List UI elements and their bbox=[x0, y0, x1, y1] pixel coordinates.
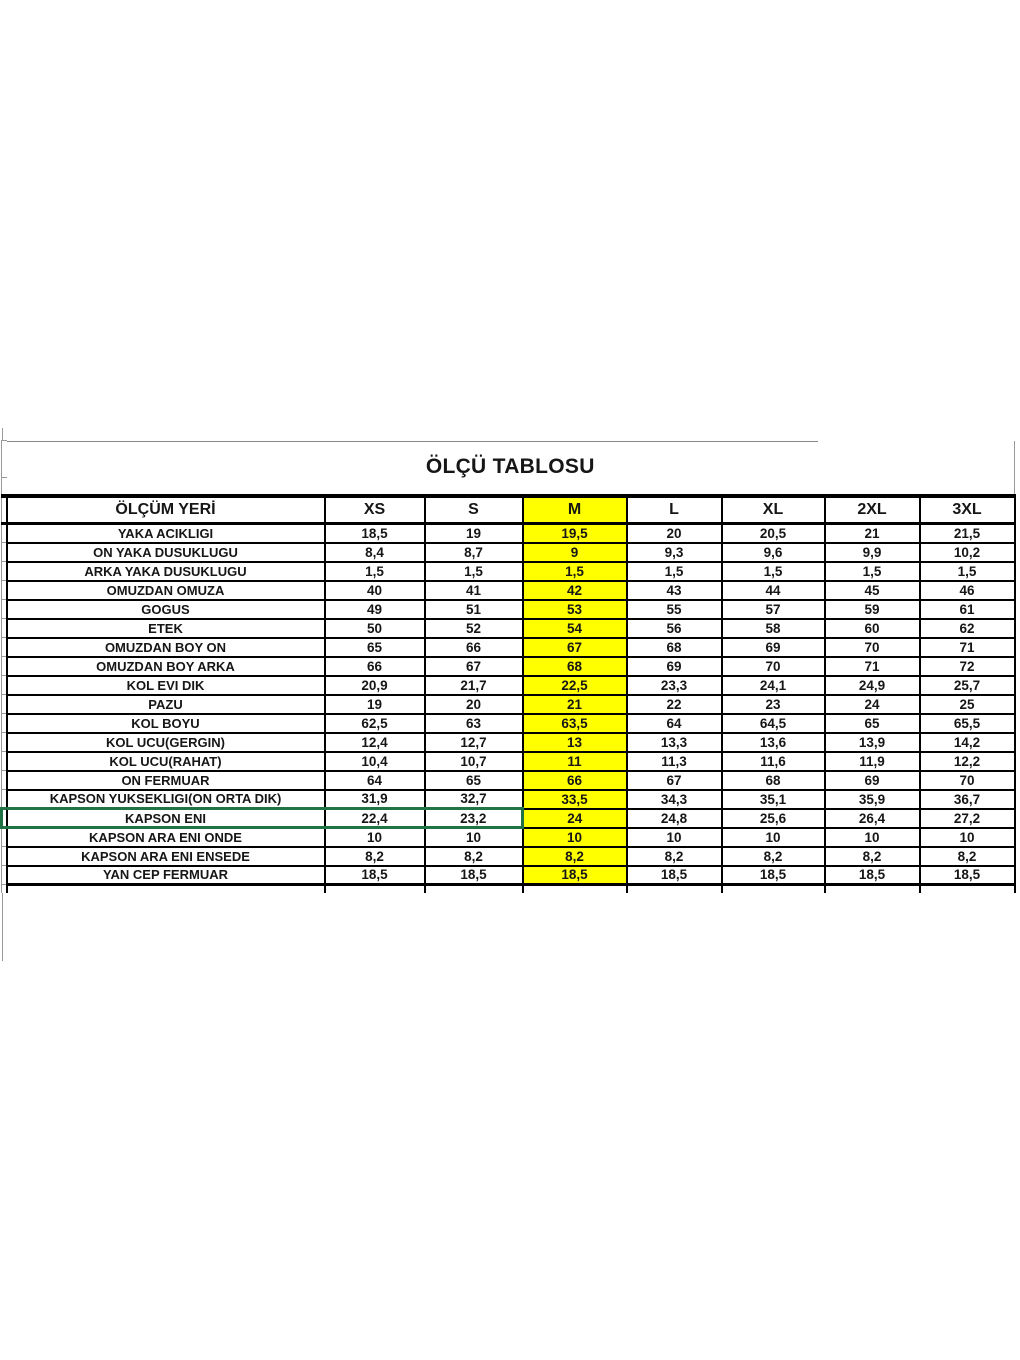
cell[interactable]: 1,5 bbox=[523, 562, 627, 581]
cell[interactable]: 22,5 bbox=[523, 676, 627, 695]
cell[interactable]: 1,5 bbox=[825, 562, 920, 581]
cell[interactable]: 66 bbox=[523, 771, 627, 790]
cell[interactable]: 27,2 bbox=[920, 809, 1015, 828]
cell[interactable]: 10 bbox=[425, 828, 523, 847]
cell[interactable]: 46 bbox=[920, 581, 1015, 600]
row-label[interactable]: PAZU bbox=[7, 695, 325, 714]
column-header-s[interactable]: S bbox=[425, 496, 523, 524]
cell[interactable]: 33,5 bbox=[523, 790, 627, 809]
cell[interactable]: 66 bbox=[325, 657, 425, 676]
cell[interactable]: 19 bbox=[425, 524, 523, 543]
gridline-stub bbox=[722, 885, 825, 893]
cell[interactable]: 35,1 bbox=[722, 790, 825, 809]
cell[interactable]: 41 bbox=[425, 581, 523, 600]
cell[interactable]: 59 bbox=[825, 600, 920, 619]
cell[interactable]: 68 bbox=[523, 657, 627, 676]
cell[interactable]: 13 bbox=[523, 733, 627, 752]
column-header-xl[interactable]: XL bbox=[722, 496, 825, 524]
cell[interactable]: 8,2 bbox=[627, 847, 722, 866]
cell[interactable]: 10 bbox=[825, 828, 920, 847]
cell[interactable]: 10 bbox=[722, 828, 825, 847]
cell[interactable]: 9,3 bbox=[627, 543, 722, 562]
cell[interactable]: 51 bbox=[425, 600, 523, 619]
spreadsheet-view bbox=[0, 440, 1016, 893]
cell[interactable]: 11,6 bbox=[722, 752, 825, 771]
size-table bbox=[0, 440, 1016, 893]
cell[interactable]: 36,7 bbox=[920, 790, 1015, 809]
row-label[interactable]: KOL UCU(RAHAT) bbox=[7, 752, 325, 771]
cell[interactable]: 18,5 bbox=[627, 866, 722, 885]
table-row bbox=[2, 809, 1015, 828]
row-label[interactable]: ARKA YAKA DUSUKLUGU bbox=[7, 562, 325, 581]
cell[interactable]: 65 bbox=[325, 638, 425, 657]
sheet-title: ÖLÇÜ TABLOSU bbox=[7, 441, 1015, 496]
cell[interactable]: 69 bbox=[722, 638, 825, 657]
grid-stub-row bbox=[2, 885, 1015, 893]
cell[interactable]: 18,5 bbox=[722, 866, 825, 885]
cell[interactable]: 60 bbox=[825, 619, 920, 638]
cell[interactable]: 62 bbox=[920, 619, 1015, 638]
table-row bbox=[2, 866, 1015, 885]
cell[interactable]: 10,4 bbox=[325, 752, 425, 771]
cell[interactable]: 53 bbox=[523, 600, 627, 619]
cell[interactable]: 12,7 bbox=[425, 733, 523, 752]
cell[interactable]: 18,5 bbox=[425, 866, 523, 885]
cell[interactable]: 18,5 bbox=[325, 866, 425, 885]
cell[interactable]: 24,8 bbox=[627, 809, 722, 828]
cell[interactable]: 10 bbox=[627, 828, 722, 847]
cell[interactable]: 14,2 bbox=[920, 733, 1015, 752]
header-row bbox=[2, 496, 1015, 524]
cell[interactable]: 8,7 bbox=[425, 543, 523, 562]
row-label[interactable]: OMUZDAN OMUZA bbox=[7, 581, 325, 600]
table-row bbox=[2, 581, 1015, 600]
column-header-m[interactable]: M bbox=[523, 496, 627, 524]
column-header-3xl[interactable]: 3XL bbox=[920, 496, 1015, 524]
gutter-cell bbox=[2, 478, 7, 496]
cell[interactable]: 8,2 bbox=[825, 847, 920, 866]
row-label[interactable]: YAKA ACIKLIGI bbox=[7, 524, 325, 543]
cell[interactable]: 12,4 bbox=[325, 733, 425, 752]
cell[interactable]: 63 bbox=[425, 714, 523, 733]
cell[interactable]: 9 bbox=[523, 543, 627, 562]
cell[interactable]: 9,9 bbox=[825, 543, 920, 562]
table-row bbox=[2, 790, 1015, 809]
cell[interactable]: 42 bbox=[523, 581, 627, 600]
row-label[interactable]: KAPSON ARA ENI ONDE bbox=[7, 828, 325, 847]
row-label[interactable]: OMUZDAN BOY ARKA bbox=[7, 657, 325, 676]
gridline-stub bbox=[7, 885, 325, 893]
cell[interactable]: 67 bbox=[523, 638, 627, 657]
cell[interactable]: 8,2 bbox=[722, 847, 825, 866]
cell[interactable]: 71 bbox=[920, 638, 1015, 657]
table-row bbox=[2, 619, 1015, 638]
row-label[interactable]: ETEK bbox=[7, 619, 325, 638]
cell[interactable]: 11 bbox=[523, 752, 627, 771]
cell[interactable]: 22 bbox=[627, 695, 722, 714]
table-row bbox=[2, 543, 1015, 562]
table-row bbox=[2, 600, 1015, 619]
cell[interactable]: 65,5 bbox=[920, 714, 1015, 733]
table-row bbox=[2, 771, 1015, 790]
row-label[interactable]: KAPSON ARA ENI ENSEDE bbox=[7, 847, 325, 866]
cell[interactable]: 1,5 bbox=[722, 562, 825, 581]
cell[interactable]: 69 bbox=[627, 657, 722, 676]
cell[interactable]: 52 bbox=[425, 619, 523, 638]
cell[interactable]: 67 bbox=[627, 771, 722, 790]
column-header-xs[interactable]: XS bbox=[325, 496, 425, 524]
cell[interactable]: 61 bbox=[920, 600, 1015, 619]
cell[interactable]: 8,2 bbox=[425, 847, 523, 866]
cell[interactable]: 24,1 bbox=[722, 676, 825, 695]
table-row bbox=[2, 657, 1015, 676]
column-header-olcum-yeri[interactable]: ÖLÇÜM YERİ bbox=[7, 496, 325, 524]
cell[interactable]: 11,9 bbox=[825, 752, 920, 771]
cell[interactable]: 23 bbox=[722, 695, 825, 714]
table-row bbox=[2, 562, 1015, 581]
table-row bbox=[2, 638, 1015, 657]
table-row bbox=[2, 714, 1015, 733]
cell[interactable]: 21,5 bbox=[920, 524, 1015, 543]
cell[interactable]: 18,5 bbox=[825, 866, 920, 885]
cell[interactable]: 21 bbox=[825, 524, 920, 543]
gridline-stub bbox=[325, 885, 425, 893]
cell[interactable]: 64,5 bbox=[722, 714, 825, 733]
cell[interactable]: 50 bbox=[325, 619, 425, 638]
cell[interactable]: 21,7 bbox=[425, 676, 523, 695]
cell[interactable]: 13,9 bbox=[825, 733, 920, 752]
gridline-stub bbox=[825, 885, 920, 893]
cell[interactable]: 21 bbox=[523, 695, 627, 714]
row-label[interactable]: KOL EVI DIK bbox=[7, 676, 325, 695]
cell[interactable]: 69 bbox=[825, 771, 920, 790]
column-header-l[interactable]: L bbox=[627, 496, 722, 524]
cell[interactable]: 12,2 bbox=[920, 752, 1015, 771]
table-row bbox=[2, 828, 1015, 847]
cell[interactable]: 26,4 bbox=[825, 809, 920, 828]
cell[interactable]: 20,5 bbox=[722, 524, 825, 543]
gridline-stub bbox=[627, 885, 722, 893]
cell[interactable]: 44 bbox=[722, 581, 825, 600]
cell[interactable]: 8,2 bbox=[523, 847, 627, 866]
cell[interactable]: 10,7 bbox=[425, 752, 523, 771]
gridline-stub bbox=[523, 885, 627, 893]
cell[interactable]: 19 bbox=[325, 695, 425, 714]
cell[interactable]: 56 bbox=[627, 619, 722, 638]
row-label[interactable]: KAPSON YUKSEKLIGI(ON ORTA DIK) bbox=[7, 790, 325, 809]
cell[interactable]: 25,7 bbox=[920, 676, 1015, 695]
cell[interactable]: 13,3 bbox=[627, 733, 722, 752]
cell[interactable]: 24 bbox=[825, 695, 920, 714]
title-row bbox=[2, 441, 1015, 478]
cell[interactable]: 65 bbox=[425, 771, 523, 790]
table-row bbox=[2, 676, 1015, 695]
cell[interactable]: 10 bbox=[325, 828, 425, 847]
cell[interactable]: 1,5 bbox=[425, 562, 523, 581]
cell[interactable]: 23,2 bbox=[425, 809, 523, 828]
cell[interactable]: 45 bbox=[825, 581, 920, 600]
cell[interactable]: 9,6 bbox=[722, 543, 825, 562]
cell[interactable]: 34,3 bbox=[627, 790, 722, 809]
cell[interactable]: 49 bbox=[325, 600, 425, 619]
cell[interactable]: 18,5 bbox=[325, 524, 425, 543]
cell[interactable]: 62,5 bbox=[325, 714, 425, 733]
cell[interactable]: 64 bbox=[627, 714, 722, 733]
cell[interactable]: 70 bbox=[920, 771, 1015, 790]
cell[interactable]: 57 bbox=[722, 600, 825, 619]
cell[interactable]: 8,2 bbox=[325, 847, 425, 866]
cell[interactable]: 43 bbox=[627, 581, 722, 600]
column-header-2xl[interactable]: 2XL bbox=[825, 496, 920, 524]
row-label[interactable]: YAN CEP FERMUAR bbox=[7, 866, 325, 885]
cell[interactable]: 64 bbox=[325, 771, 425, 790]
cell[interactable]: 8,4 bbox=[325, 543, 425, 562]
row-label[interactable]: ON FERMUAR bbox=[7, 771, 325, 790]
row-label[interactable]: OMUZDAN BOY ON bbox=[7, 638, 325, 657]
cell[interactable]: 40 bbox=[325, 581, 425, 600]
cell[interactable]: 11,3 bbox=[627, 752, 722, 771]
cell[interactable]: 13,6 bbox=[722, 733, 825, 752]
cell[interactable]: 1,5 bbox=[920, 562, 1015, 581]
cell[interactable]: 25 bbox=[920, 695, 1015, 714]
table-row bbox=[2, 524, 1015, 543]
cell[interactable]: 70 bbox=[722, 657, 825, 676]
cell[interactable]: 66 bbox=[425, 638, 523, 657]
cell[interactable]: 23,3 bbox=[627, 676, 722, 695]
cell[interactable]: 20,9 bbox=[325, 676, 425, 695]
cell[interactable]: 70 bbox=[825, 638, 920, 657]
row-label[interactable]: GOGUS bbox=[7, 600, 325, 619]
table-row bbox=[2, 847, 1015, 866]
cell[interactable]: 20 bbox=[627, 524, 722, 543]
cell[interactable]: 72 bbox=[920, 657, 1015, 676]
gridline-stub bbox=[425, 885, 523, 893]
cell[interactable]: 1,5 bbox=[627, 562, 722, 581]
gridline bbox=[7, 441, 818, 442]
cell[interactable]: 10,2 bbox=[920, 543, 1015, 562]
cell[interactable]: 67 bbox=[425, 657, 523, 676]
cell[interactable]: 10 bbox=[920, 828, 1015, 847]
cell[interactable]: 22,4 bbox=[325, 809, 425, 828]
cell[interactable]: 68 bbox=[627, 638, 722, 657]
cell[interactable]: 54 bbox=[523, 619, 627, 638]
cell[interactable]: 8,2 bbox=[920, 847, 1015, 866]
table-row bbox=[2, 733, 1015, 752]
gridline-stub bbox=[920, 885, 1015, 893]
cell[interactable]: 20 bbox=[425, 695, 523, 714]
cell[interactable]: 35,9 bbox=[825, 790, 920, 809]
cell[interactable]: 32,7 bbox=[425, 790, 523, 809]
cell[interactable]: 31,9 bbox=[325, 790, 425, 809]
cell[interactable]: 24,9 bbox=[825, 676, 920, 695]
cell[interactable]: 24 bbox=[523, 809, 627, 828]
cell[interactable]: 63,5 bbox=[523, 714, 627, 733]
cell[interactable]: 68 bbox=[722, 771, 825, 790]
cell[interactable]: 55 bbox=[627, 600, 722, 619]
table-row bbox=[2, 752, 1015, 771]
cell[interactable]: 10 bbox=[523, 828, 627, 847]
cell[interactable]: 19,5 bbox=[523, 524, 627, 543]
cell[interactable]: 58 bbox=[722, 619, 825, 638]
cell[interactable]: 18,5 bbox=[523, 866, 627, 885]
cell[interactable]: 71 bbox=[825, 657, 920, 676]
table-row bbox=[2, 695, 1015, 714]
row-label[interactable]: ON YAKA DUSUKLUGU bbox=[7, 543, 325, 562]
cell[interactable]: 1,5 bbox=[325, 562, 425, 581]
row-label[interactable]: KOL BOYU bbox=[7, 714, 325, 733]
row-label[interactable]: KAPSON ENI bbox=[7, 809, 325, 828]
cell[interactable]: 18,5 bbox=[920, 866, 1015, 885]
cell[interactable]: 65 bbox=[825, 714, 920, 733]
cell[interactable]: 25,6 bbox=[722, 809, 825, 828]
row-label[interactable]: KOL UCU(GERGIN) bbox=[7, 733, 325, 752]
